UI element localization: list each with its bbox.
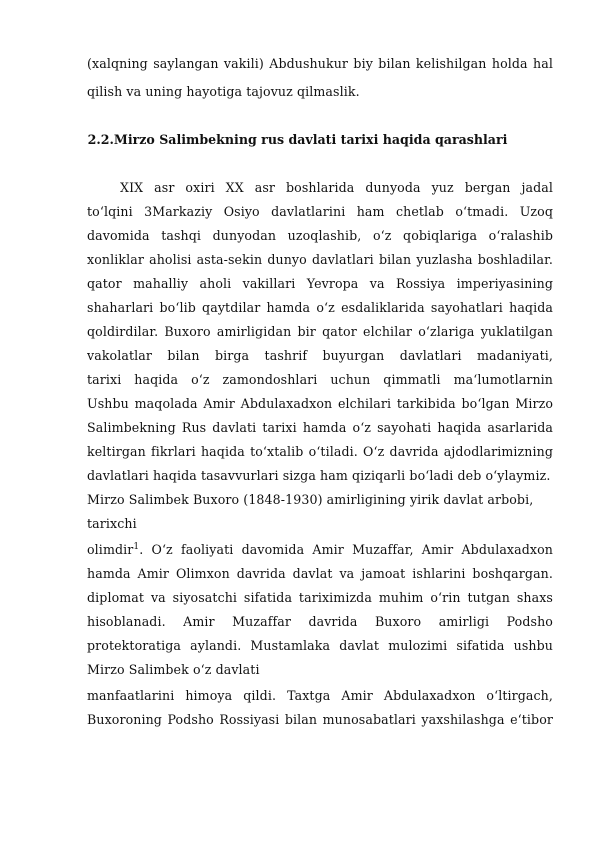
text-line: Buxoroning Podsho Rossiyasi bilan munosabatlari yaxshilashga e‘tibor <box>87 712 553 727</box>
text-line: davomida tashqi dunyodan uzoqlashib, o‘z qobiqlariga o‘ralashib <box>87 228 553 243</box>
text-line: (xalqning saylangan vakili) Abdushukur biy bilan kelishilgan holda hal <box>87 56 553 71</box>
text-line: qilish va uning hayotiga tajovuz qilmaslik. <box>87 84 360 99</box>
text-line: tarixi haqida o‘z zamondoshlari uchun qimmatli ma‘lumotlarnin <box>87 372 553 387</box>
text-line: qator mahalliy aholi vakillari Yevropa va Rossiya imperiyasining <box>87 276 553 291</box>
text-line: tarixchi <box>87 516 137 531</box>
text-line: XIX asr oxiri XX asr boshlarida dunyoda yuz bergan jadal <box>120 180 553 195</box>
text-line: hisoblanadi. Amir Muzaffar davrida Buxoro amirligi Podsho <box>87 614 553 629</box>
text-fragment: . O‘z faoliyati davomida Amir Muzaffar, Amir Abdulaxadxon <box>139 542 553 557</box>
text-fragment: olimdir <box>87 542 134 557</box>
text-line: Mirzo Salimbek o‘z davlati <box>87 662 260 677</box>
text-line: xonliklar aholisi asta-sekin dunyo davlatlari bilan yuzlasha boshladilar. <box>87 252 553 267</box>
text-line: diplomat va siyosatchi sifatida tariximizda muhim o‘rin tutgan shaxs <box>87 590 553 605</box>
text-line: davlatlari haqida tasavvurlari sizga ham qiziqarli bo‘ladi deb o‘ylaymiz. <box>87 468 551 483</box>
text-line: keltirgan fikrlari haqida to‘xtalib o‘tiladi. O‘z davrida ajdodlarimizning <box>87 444 553 459</box>
text-line: Ushbu maqolada Amir Abdulaxadxon elchilari tarkibida bo‘lgan Mirzo <box>87 396 553 411</box>
text-line: hamda Amir Olimxon davrida davlat va jamoat ishlarini boshqargan. <box>87 566 553 581</box>
section-heading: 2.2.Mirzo Salimbekning rus davlati tarixi haqida qarashlari <box>87 132 508 147</box>
footnote-marker[interactable]: 1 <box>133 542 140 552</box>
text-line: qoldirdilar. Buxoro amirligidan bir qator elchilar o‘zlariga yuklatilgan <box>87 324 553 339</box>
text-line: to‘lqini 3Markaziy Osiyo davlatlarini ham chetlab o‘tmadi. Uzoq <box>87 204 553 219</box>
text-line: vakolatlar bilan birga tashrif buyurgan davlatlari madaniyati, <box>87 348 553 363</box>
text-line: manfaatlarini himoya qildi. Taxtga Amir Abdulaxadxon o‘ltirgach, <box>87 688 553 703</box>
text-line: protektoratiga aylandi. Mustamlaka davlat mulozimi sifatida ushbu <box>87 638 553 653</box>
text-line: Salimbekning Rus davlati tarixi hamda o‘z sayohati haqida asarlarida <box>87 420 553 435</box>
text-line: Mirzo Salimbek Buxoro (1848-1930) amirligining yirik davlat arbobi, <box>87 492 534 507</box>
text-line: shaharlari bo‘lib qaytdilar hamda o‘z esdaliklarida sayohatlari haqida <box>87 300 553 315</box>
text-line <box>87 542 553 559</box>
